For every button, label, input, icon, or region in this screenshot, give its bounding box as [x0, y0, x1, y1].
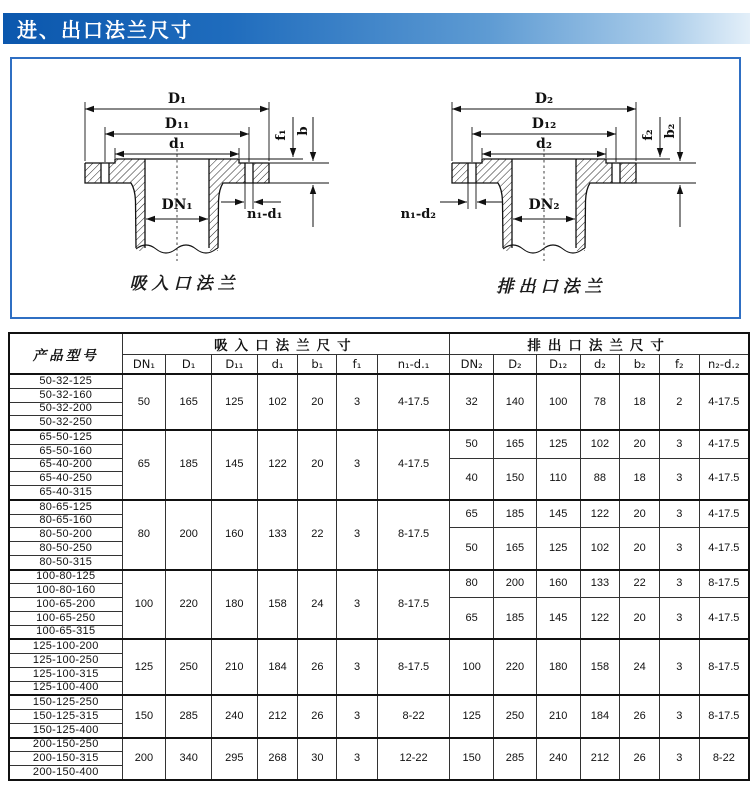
discharge-value-cell: 125 — [450, 695, 494, 737]
discharge-flange-diagram — [384, 69, 719, 269]
suction-value-cell: 133 — [257, 500, 298, 570]
discharge-value-cell: 200 — [494, 570, 537, 598]
column-header: b₁ — [298, 355, 337, 375]
suction-value-cell: 26 — [298, 639, 337, 695]
suction-value-cell: 340 — [166, 738, 212, 780]
discharge-value-cell: 20 — [620, 430, 660, 458]
model-cell: 100-80-125 — [9, 570, 122, 584]
column-header: D₁₁ — [212, 355, 258, 375]
model-cell: 65-40-315 — [9, 486, 122, 500]
suction-value-cell: 250 — [166, 639, 212, 695]
suction-value-cell: 80 — [122, 500, 166, 570]
suction-flange-caption: 吸入口法兰 — [129, 274, 240, 294]
suction-value-cell: 160 — [212, 500, 258, 570]
suction-value-cell: 125 — [212, 374, 258, 430]
suction-value-cell: 3 — [337, 695, 378, 737]
suction-value-cell: 200 — [122, 738, 166, 780]
model-cell: 150-125-250 — [9, 695, 122, 709]
suction-value-cell: 125 — [122, 639, 166, 695]
suction-value-cell: 4-17.5 — [377, 374, 449, 430]
label-DN2: DN₂ — [528, 197, 560, 213]
discharge-value-cell: 80 — [450, 570, 494, 598]
column-header: f₂ — [660, 355, 700, 375]
suction-value-cell: 20 — [298, 374, 337, 430]
suction-value-cell: 185 — [166, 430, 212, 500]
discharge-value-cell: 20 — [620, 500, 660, 528]
model-cell: 80-65-160 — [9, 514, 122, 528]
discharge-value-cell: 145 — [536, 500, 580, 528]
label-D12: D₁₂ — [531, 116, 557, 132]
column-header: n₁-d.₁ — [377, 355, 449, 375]
suction-value-cell: 12-22 — [377, 738, 449, 780]
discharge-value-cell: 150 — [494, 458, 537, 500]
discharge-value-cell: 26 — [620, 738, 660, 780]
discharge-value-cell: 212 — [580, 738, 620, 780]
discharge-value-cell: 150 — [450, 738, 494, 780]
discharge-value-cell: 122 — [580, 500, 620, 528]
discharge-value-cell: 3 — [660, 500, 700, 528]
table-row — [9, 374, 749, 388]
model-cell: 80-50-250 — [9, 542, 122, 556]
discharge-value-cell: 2 — [660, 374, 700, 430]
label-d2: d₂ — [536, 136, 552, 152]
label-D11: D₁₁ — [164, 116, 190, 132]
discharge-value-cell: 125 — [536, 430, 580, 458]
discharge-value-cell: 8-17.5 — [699, 695, 749, 737]
label-b: b — [296, 126, 311, 136]
suction-value-cell: 268 — [257, 738, 298, 780]
discharge-value-cell: 4-17.5 — [699, 458, 749, 500]
discharge-value-cell: 165 — [494, 528, 537, 570]
discharge-value-cell: 3 — [660, 430, 700, 458]
suction-value-cell: 3 — [337, 500, 378, 570]
discharge-value-cell: 3 — [660, 528, 700, 570]
suction-group-header: 吸入口法兰尺寸 — [122, 333, 450, 355]
discharge-value-cell: 110 — [536, 458, 580, 500]
suction-value-cell: 8-17.5 — [377, 639, 449, 695]
discharge-value-cell: 22 — [620, 570, 660, 598]
discharge-value-cell: 240 — [536, 738, 580, 780]
suction-value-cell: 102 — [257, 374, 298, 430]
discharge-value-cell: 8-17.5 — [699, 570, 749, 598]
discharge-value-cell: 18 — [620, 374, 660, 430]
suction-value-cell: 220 — [166, 570, 212, 640]
discharge-value-cell: 165 — [494, 430, 537, 458]
suction-value-cell: 3 — [337, 374, 378, 430]
table-row — [9, 570, 749, 584]
discharge-value-cell: 185 — [494, 500, 537, 528]
suction-value-cell: 8-17.5 — [377, 500, 449, 570]
suction-value-cell: 210 — [212, 639, 258, 695]
discharge-value-cell: 3 — [660, 598, 700, 640]
discharge-value-cell: 185 — [494, 598, 537, 640]
discharge-value-cell: 88 — [580, 458, 620, 500]
model-cell: 65-40-200 — [9, 458, 122, 472]
discharge-value-cell: 3 — [660, 738, 700, 780]
model-cell: 150-125-400 — [9, 723, 122, 737]
table-row — [9, 695, 749, 709]
discharge-value-cell: 210 — [536, 695, 580, 737]
suction-value-cell: 3 — [337, 738, 378, 780]
model-cell: 100-65-250 — [9, 611, 122, 625]
discharge-value-cell: 285 — [494, 738, 537, 780]
suction-value-cell: 240 — [212, 695, 258, 737]
model-cell: 100-65-200 — [9, 598, 122, 612]
column-header: d₁ — [257, 355, 298, 375]
model-cell: 125-100-200 — [9, 639, 122, 653]
label-D2: D₂ — [534, 91, 554, 107]
discharge-value-cell: 40 — [450, 458, 494, 500]
suction-value-cell: 3 — [337, 430, 378, 500]
table-body — [9, 374, 749, 780]
label-d1: d₁ — [169, 136, 185, 152]
discharge-value-cell: 78 — [580, 374, 620, 430]
suction-value-cell: 3 — [337, 570, 378, 640]
discharge-group-header: 排出口法兰尺寸 — [450, 333, 749, 355]
label-n1-d2: n₁-d₂ — [400, 207, 436, 222]
suction-value-cell: 4-17.5 — [377, 430, 449, 500]
discharge-value-cell: 125 — [536, 528, 580, 570]
discharge-value-cell: 122 — [580, 598, 620, 640]
model-cell: 80-50-315 — [9, 555, 122, 569]
suction-value-cell: 295 — [212, 738, 258, 780]
table-row — [9, 738, 749, 752]
suction-value-cell: 8-17.5 — [377, 570, 449, 640]
model-cell: 125-100-400 — [9, 681, 122, 695]
suction-value-cell: 285 — [166, 695, 212, 737]
model-cell: 125-100-315 — [9, 667, 122, 681]
column-header: DN₂ — [450, 355, 494, 375]
discharge-value-cell: 3 — [660, 639, 700, 695]
discharge-value-cell: 3 — [660, 458, 700, 500]
discharge-value-cell: 100 — [536, 374, 580, 430]
label-b2: b₂ — [663, 123, 678, 139]
column-header: D₂ — [494, 355, 537, 375]
flange-dimensions-table — [8, 332, 750, 781]
discharge-value-cell: 3 — [660, 570, 700, 598]
discharge-value-cell: 145 — [536, 598, 580, 640]
column-header: n₂-d.₂ — [699, 355, 749, 375]
suction-value-cell: 3 — [337, 639, 378, 695]
suction-value-cell: 22 — [298, 500, 337, 570]
discharge-value-cell: 4-17.5 — [699, 430, 749, 458]
suction-value-cell: 184 — [257, 639, 298, 695]
header-row-1 — [9, 333, 749, 355]
model-cell: 50-32-125 — [9, 374, 122, 388]
diagram-panel — [10, 57, 741, 319]
suction-value-cell: 26 — [298, 695, 337, 737]
suction-value-cell: 30 — [298, 738, 337, 780]
model-cell: 200-150-250 — [9, 738, 122, 752]
suction-value-cell: 150 — [122, 695, 166, 737]
suction-value-cell: 200 — [166, 500, 212, 570]
table-row — [9, 430, 749, 444]
discharge-value-cell: 32 — [450, 374, 494, 430]
discharge-value-cell: 250 — [494, 695, 537, 737]
model-cell: 65-50-125 — [9, 430, 122, 444]
discharge-flange-caption: 排出口法兰 — [496, 277, 607, 297]
table-head — [9, 333, 749, 374]
title-banner — [3, 13, 750, 44]
column-header: b₂ — [620, 355, 660, 375]
suction-value-cell: 20 — [298, 430, 337, 500]
suction-value-cell: 180 — [212, 570, 258, 640]
suction-flange-diagram — [17, 69, 352, 269]
model-cell: 100-80-160 — [9, 584, 122, 598]
discharge-value-cell: 133 — [580, 570, 620, 598]
discharge-value-cell: 4-17.5 — [699, 598, 749, 640]
column-header: D₁ — [166, 355, 212, 375]
model-cell: 50-32-160 — [9, 388, 122, 402]
suction-value-cell: 65 — [122, 430, 166, 500]
discharge-value-cell: 102 — [580, 528, 620, 570]
discharge-value-cell: 65 — [450, 500, 494, 528]
discharge-value-cell: 160 — [536, 570, 580, 598]
suction-value-cell: 145 — [212, 430, 258, 500]
label-f2: f₂ — [641, 129, 656, 141]
discharge-value-cell: 8-17.5 — [699, 639, 749, 695]
model-cell: 125-100-250 — [9, 654, 122, 668]
model-cell: 50-32-250 — [9, 416, 122, 430]
label-f1: f₁ — [274, 129, 289, 141]
discharge-value-cell: 220 — [494, 639, 537, 695]
discharge-value-cell: 140 — [494, 374, 537, 430]
column-header: D₁₂ — [536, 355, 580, 375]
table-row — [9, 500, 749, 514]
model-column-header: 产品型号 — [9, 333, 122, 374]
discharge-value-cell: 20 — [620, 528, 660, 570]
discharge-value-cell: 50 — [450, 528, 494, 570]
discharge-value-cell: 20 — [620, 598, 660, 640]
discharge-value-cell: 3 — [660, 695, 700, 737]
column-header: d₂ — [580, 355, 620, 375]
suction-value-cell: 122 — [257, 430, 298, 500]
suction-value-cell: 212 — [257, 695, 298, 737]
model-cell: 80-65-125 — [9, 500, 122, 514]
discharge-value-cell: 65 — [450, 598, 494, 640]
model-cell: 200-150-400 — [9, 766, 122, 780]
discharge-value-cell: 184 — [580, 695, 620, 737]
discharge-value-cell: 180 — [536, 639, 580, 695]
model-cell: 80-50-200 — [9, 528, 122, 542]
discharge-value-cell: 102 — [580, 430, 620, 458]
column-header: DN₁ — [122, 355, 166, 375]
discharge-value-cell: 4-17.5 — [699, 528, 749, 570]
discharge-value-cell: 158 — [580, 639, 620, 695]
model-cell: 65-50-160 — [9, 444, 122, 458]
label-n1-d1: n₁-d₁ — [247, 207, 283, 222]
discharge-value-cell: 26 — [620, 695, 660, 737]
page-title: 进、出口法兰尺寸 — [17, 20, 193, 42]
discharge-value-cell: 100 — [450, 639, 494, 695]
model-cell: 100-65-315 — [9, 625, 122, 639]
model-cell: 50-32-200 — [9, 402, 122, 416]
suction-value-cell: 8-22 — [377, 695, 449, 737]
suction-value-cell: 24 — [298, 570, 337, 640]
column-header: f₁ — [337, 355, 378, 375]
label-D1: D₁ — [167, 91, 187, 107]
suction-value-cell: 158 — [257, 570, 298, 640]
model-cell: 65-40-250 — [9, 472, 122, 486]
suction-value-cell: 165 — [166, 374, 212, 430]
discharge-value-cell: 50 — [450, 430, 494, 458]
suction-value-cell: 50 — [122, 374, 166, 430]
discharge-value-cell: 24 — [620, 639, 660, 695]
table-row — [9, 639, 749, 653]
discharge-value-cell: 4-17.5 — [699, 500, 749, 528]
suction-value-cell: 100 — [122, 570, 166, 640]
discharge-value-cell: 18 — [620, 458, 660, 500]
label-DN1: DN₁ — [161, 197, 193, 213]
model-cell: 150-125-315 — [9, 710, 122, 724]
model-cell: 200-150-315 — [9, 752, 122, 766]
discharge-value-cell: 8-22 — [699, 738, 749, 780]
discharge-value-cell: 4-17.5 — [699, 374, 749, 430]
